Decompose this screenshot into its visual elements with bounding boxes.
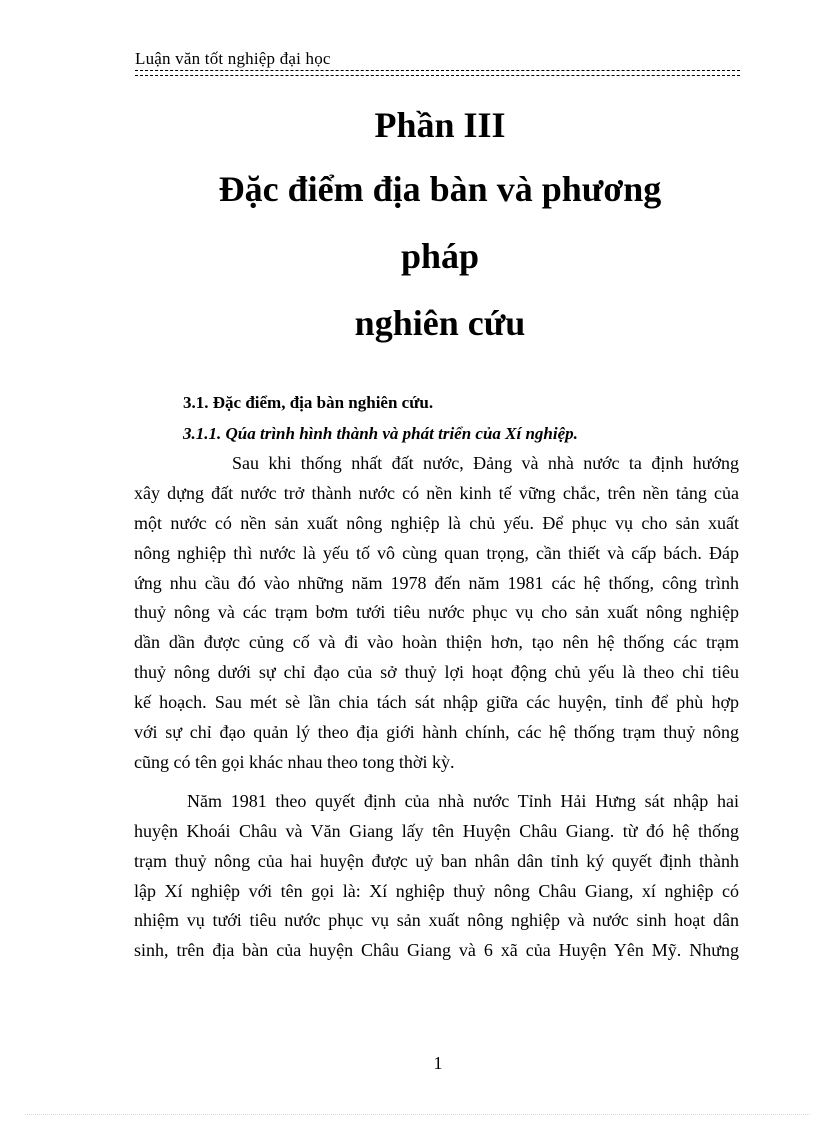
section-heading: 3.1. Đặc điểm, địa bàn nghiên cứu.: [183, 393, 434, 412]
text-line: nhiệm vụ tưới tiêu nước phục vụ sản xuất nông nghiệp và nước sinh hoạt dân: [134, 910, 739, 930]
text-line: sinh, trên địa bàn của huyện Châu Giang và 6 xã của Huyện Yên Mỹ. Nhưng: [134, 940, 739, 960]
text-line: thuỷ nông và các trạm bơm tưới tiêu nước phục vụ cho sản xuất nông nghiệp: [134, 602, 739, 622]
text-line: dần dần được củng cố và đi vào hoàn thiện hơn, tạo nên hệ thống các trạm: [134, 632, 739, 652]
text-line: ứng nhu cầu đó vào những năm 1978 đến năm 1981 các hệ thống, công trình: [134, 573, 739, 593]
page-number: 1: [433, 1053, 443, 1073]
text-line: với sự chỉ đạo quản lý theo địa giới hành chính, các hệ thống trạm thuỷ nông: [134, 722, 739, 742]
chapter-title-line-2: pháp: [400, 236, 480, 276]
text-line: thuỷ nông dưới sự chỉ đạo của sở thuỷ lợi hoạt động chủ yếu là theo chỉ tiêu: [134, 662, 739, 682]
text-line: Năm 1981 theo quyết định của nhà nước Tỉnh Hải Hưng sát nhập hai: [187, 791, 739, 811]
subsection-heading: 3.1.1. Qúa trình hình thành và phát triển của Xí nghiệp.: [183, 424, 578, 443]
text-line: trạm thuỷ nông của hai huyện được uỷ ban nhân dân tỉnh ký quyết định thành: [134, 851, 739, 871]
text-line: cũng có tên gọi khác nhau theo tong thời kỳ.: [134, 752, 455, 772]
part-title: Phần III: [374, 105, 506, 145]
text-line: kế hoạch. Sau mét sè lần chia tách sát nhập giữa các huyện, tỉnh để phù hợp: [134, 692, 739, 712]
text-line: một nước có nền sản xuất nông nghiệp là chủ yếu. Để phục vụ cho sản xuất: [134, 513, 739, 533]
chapter-title-line-1: Đặc điểm địa bàn và phương: [218, 169, 662, 209]
text-line: xây dựng đất nước trở thành nước có nền kinh tế vững chắc, trên nền tảng của: [134, 483, 739, 503]
text-line: huyện Khoái Châu và Văn Giang lấy tên Huyện Châu Giang. từ đó hệ thống: [134, 821, 739, 841]
chapter-title-line-3: nghiên cứu: [354, 303, 526, 343]
text-line: lập Xí nghiệp với tên gọi là: Xí nghiệp thuỷ nông Châu Giang, xí nghiệp có: [134, 881, 739, 901]
header-divider: [135, 70, 740, 76]
text-line: Sau khi thống nhất đất nước, Đảng và nhà nước ta định hướng: [232, 453, 739, 473]
running-header: Luận văn tốt nghiệp đại học: [135, 49, 331, 68]
page-bottom-border: [25, 1114, 810, 1115]
text-line: nông nghiệp thì nước là yếu tố vô cùng quan trọng, cần thiết và cấp bách. Đáp: [134, 543, 739, 563]
